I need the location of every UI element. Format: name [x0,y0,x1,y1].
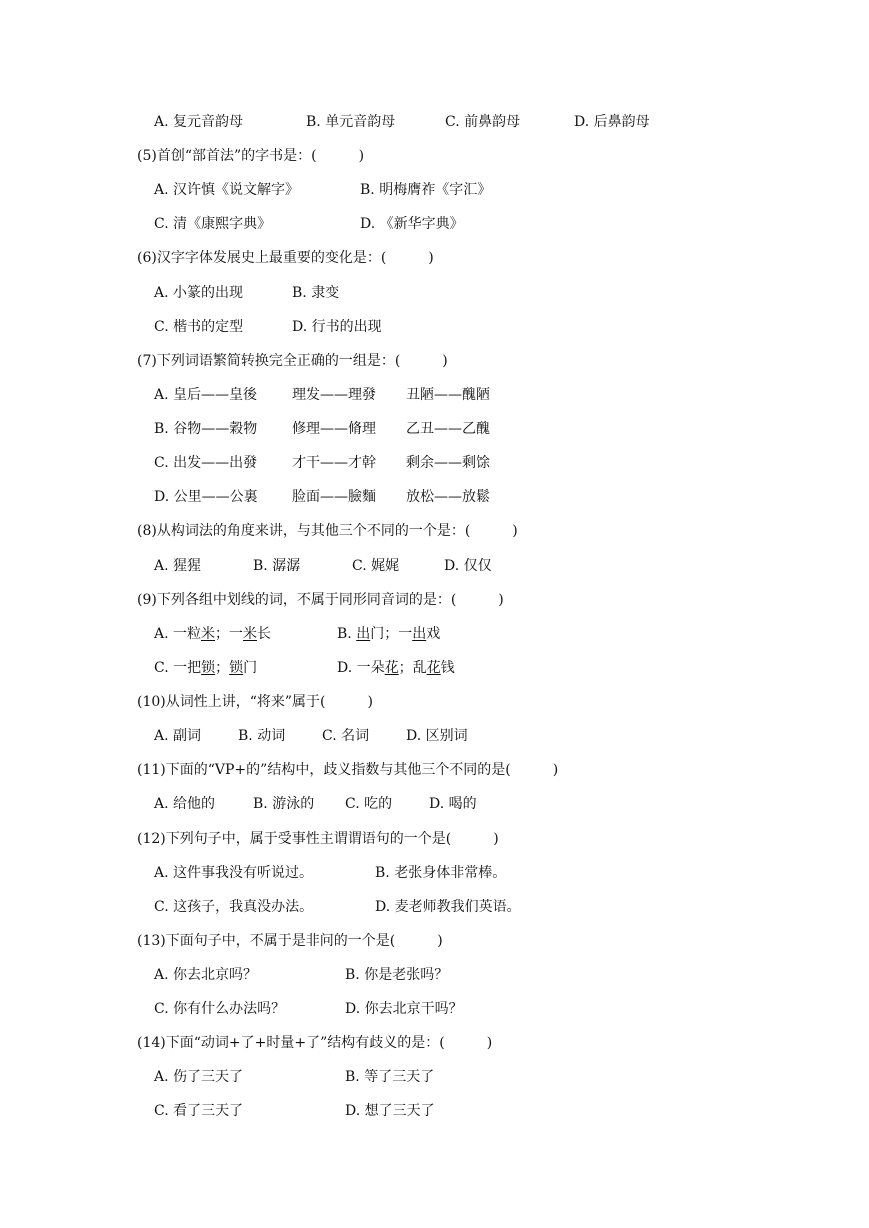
q9-option-c: C. 一把锁；锁门 [154,660,258,676]
q7-option-b-pair1: B. 谷物——穀物 [154,421,258,437]
q10-option-c: C. 名词 [322,728,370,744]
question-7-stem: (7)下列词语繁简转换完全正确的一组是：( ) [137,353,448,369]
question-6-stem: (6)汉字字体发展史上最重要的变化是：( ) [137,250,434,266]
q11-option-b: B. 游泳的 [253,796,315,812]
q9-c-underlined-2: 锁 [229,660,244,676]
q6-option-d: D. 行书的出现 [292,319,382,335]
q12-option-d: D. 麦老师教我们英语。 [375,899,521,915]
q7-option-d-pair1: D. 公里——公裏 [154,489,258,505]
question-13-stem: (13)下面句子中，不属于是非问的一个是( ) [137,933,443,949]
q8-option-d: D. 仅仅 [444,558,492,574]
question-12-stem: (12)下列句子中，属于受事性主谓谓语句的一个是( ) [137,831,499,847]
q9-c-underlined-1: 锁 [201,660,216,676]
q14-option-b: B. 等了三天了 [345,1069,435,1085]
question-9-stem: (9)下列各组中划线的词，不属于同形同音词的是：( ) [137,592,504,608]
q5-option-a: A. 汉许慎《说文解字》 [154,182,300,198]
q8-option-a: A. 猩猩 [154,558,202,574]
q9-b-underlined-2: 出 [412,626,427,642]
q9-a-underlined-2: 米 [243,626,258,642]
q11-option-c: C. 吃的 [345,796,393,812]
q7-option-d-pair2: 脸面——臉麵 [292,489,376,505]
q9-option-a: A. 一粒米；一米长 [154,626,272,642]
q10-option-b: B. 动词 [238,728,286,744]
q13-option-b: B. 你是老张吗？ [345,967,449,983]
q12-option-c: C. 这孩子，我真没办法。 [154,899,314,915]
q9-d-underlined-2: 花 [426,660,441,676]
q4-option-c: C. 前鼻韵母 [445,114,521,130]
q9-d-underlined-1: 花 [384,660,399,676]
q12-option-a: A. 这件事我没有听说过。 [154,865,314,881]
q14-option-c: C. 看了三天了 [154,1103,244,1119]
q7-option-b-pair3: 乙丑——乙醜 [406,421,490,437]
q12-option-b: B. 老张身体非常棒。 [375,865,507,881]
q4-option-a: A. 复元音韵母 [154,114,244,130]
q14-option-a: A. 伤了三天了 [154,1069,244,1085]
q7-option-c-pair2: 才干——才幹 [292,455,376,471]
q13-option-d: D. 你去北京干吗？ [345,1001,463,1017]
q10-option-a: A. 副词 [154,728,202,744]
q7-option-a-pair1: A. 皇后——皇後 [154,387,258,403]
q7-option-c-pair1: C. 出发——出發 [154,455,258,471]
q6-option-b: B. 隶变 [292,285,340,301]
q8-option-b: B. 潺潺 [253,558,301,574]
question-8-stem: (8)从构词法的角度来讲，与其他三个不同的一个是：( ) [137,523,518,539]
q9-b-underlined-1: 出 [356,626,371,642]
q5-option-d: D. 《新华字典》 [360,216,464,232]
q7-option-d-pair3: 放松——放鬆 [406,489,490,505]
q9-option-b: B. 出门；一出戏 [337,626,441,642]
q8-option-c: C. 娓娓 [352,558,400,574]
question-10-stem: (10)从词性上讲，“将来”属于( ) [137,694,373,710]
q9-a-underlined-1: 米 [201,626,216,642]
question-14-stem: (14)下面“动词+了+时量+了”结构有歧义的是：( ) [137,1035,493,1051]
q7-option-a-pair2: 理发——理發 [292,387,376,403]
q7-option-a-pair3: 丑陋——醜陋 [406,387,490,403]
q5-option-c: C. 清《康熙字典》 [154,216,272,232]
q11-option-a: A. 给他的 [154,796,216,812]
q4-option-b: B. 单元音韵母 [306,114,396,130]
q13-option-c: C. 你有什么办法吗？ [154,1001,286,1017]
q6-option-a: A. 小篆的出现 [154,285,244,301]
q13-option-a: A. 你去北京吗？ [154,967,258,983]
q11-option-d: D. 喝的 [429,796,477,812]
q5-option-b: B. 明梅膺祚《字汇》 [360,182,492,198]
q7-option-c-pair3: 剩余——剩馀 [406,455,490,471]
q4-option-d: D. 后鼻韵母 [574,114,650,130]
q7-option-b-pair2: 修理——脩理 [292,421,376,437]
q14-option-d: D. 想了三天了 [345,1103,435,1119]
q9-option-d: D. 一朵花；乱花钱 [337,660,455,676]
question-11-stem: (11)下面的“VP+的”结构中，歧义指数与其他三个不同的是( ) [137,762,559,778]
q6-option-c: C. 楷书的定型 [154,319,244,335]
question-5-stem: (5)首创“部首法”的字书是：( ) [137,148,365,164]
q10-option-d: D. 区别词 [406,728,468,744]
